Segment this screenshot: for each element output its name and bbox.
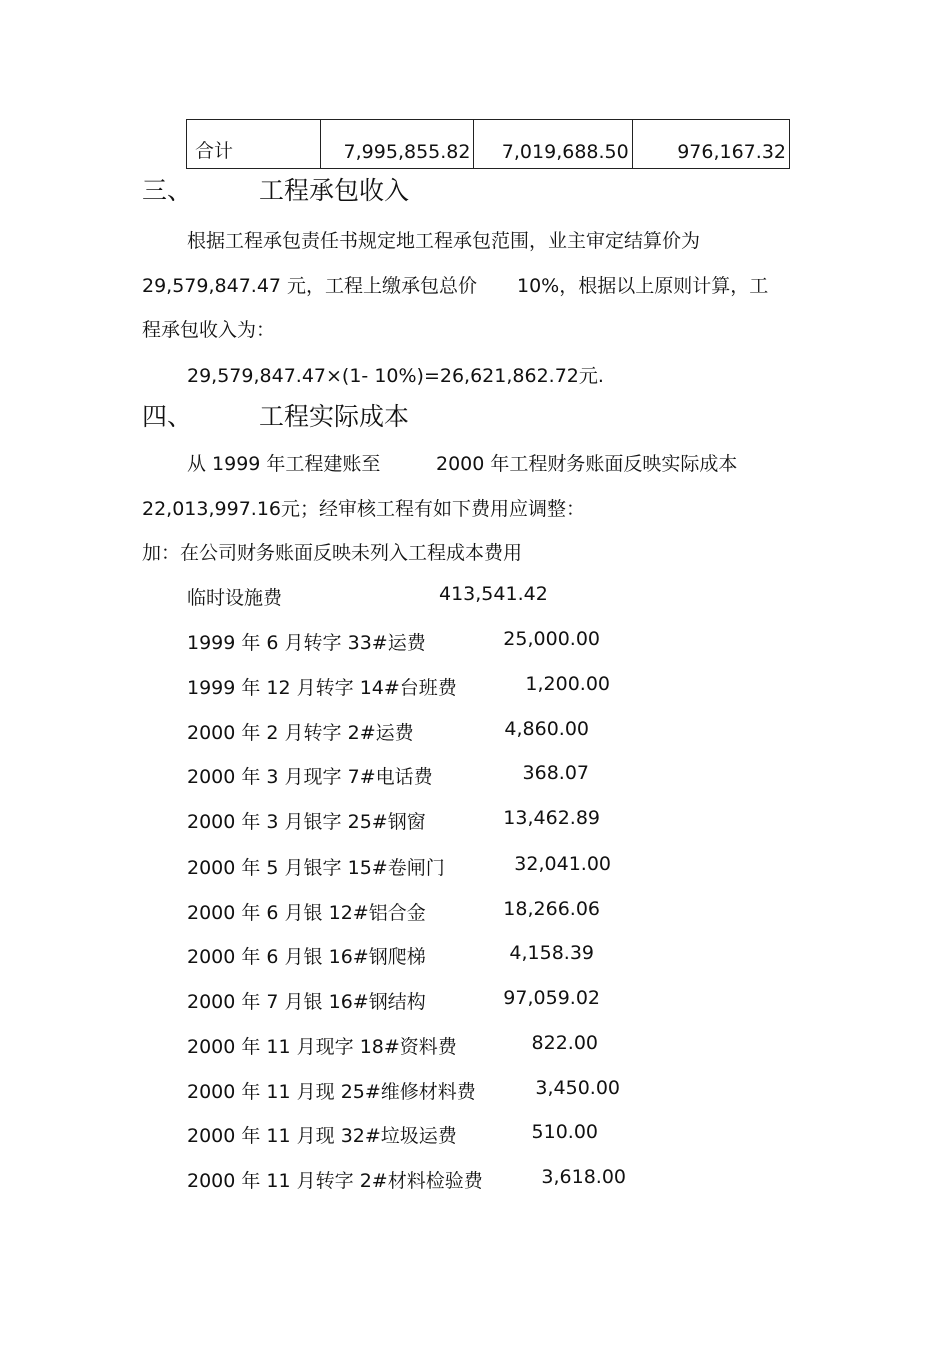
section4-title: 工程实际成本 — [259, 402, 410, 431]
item-label: 2000 年 11 月现 32#垃圾运费 — [187, 1125, 457, 1147]
item-amount: 3,618.00 — [541, 1166, 626, 1188]
list-item — [187, 987, 687, 1011]
list-item — [187, 898, 687, 922]
item-amount: 25,000.00 — [503, 628, 600, 650]
list-item — [187, 673, 687, 697]
section3-line3: 程承包收入为： — [142, 319, 276, 341]
section4-line2: 22,013,997.16元；经审核工程有如下费用应调整： — [142, 498, 586, 520]
item-amount: 822.00 — [531, 1032, 598, 1054]
item-amount: 4,860.00 — [504, 718, 589, 740]
section3-number: 三、 — [142, 176, 193, 205]
list-item — [187, 807, 687, 831]
item-amount: 13,462.89 — [503, 807, 600, 829]
section3-title: 工程承包收入 — [259, 176, 410, 205]
item-amount: 18,266.06 — [503, 898, 600, 920]
item-label: 1999 年 6 月转字 33#运费 — [187, 632, 426, 654]
section4-line1a: 从 1999 年工程建账至 — [187, 453, 381, 475]
item-label: 2000 年 7 月银 16#钢结构 — [187, 991, 426, 1013]
item-amount: 368.07 — [522, 762, 589, 784]
list-item — [187, 1166, 687, 1190]
item-label: 2000 年 11 月现 25#维修材料费 — [187, 1081, 476, 1103]
item-label: 1999 年 12 月转字 14#台班费 — [187, 677, 457, 699]
totals-col3: 976,167.32 — [632, 120, 789, 169]
list-item — [187, 1121, 687, 1145]
item-label: 2000 年 6 月银 16#钢爬梯 — [187, 946, 426, 968]
totals-label: 合计 — [187, 120, 321, 169]
section4-number: 四、 — [142, 402, 193, 431]
section4-add-line: 加：在公司财务账面反映未列入工程成本费用 — [142, 542, 523, 564]
section3-line1: 根据工程承包责任书规定地工程承包范围，业主审定结算价为 — [187, 230, 701, 252]
list-item — [187, 1077, 687, 1101]
section3-formula: 29,579,847.47×(1- 10%)=26,621,862.72元. — [187, 365, 604, 387]
list-item — [187, 583, 687, 607]
item-label: 2000 年 3 月银字 25#钢窗 — [187, 811, 426, 833]
section4-heading — [142, 397, 409, 433]
list-item — [187, 942, 687, 966]
item-label: 2000 年 2 月转字 2#运费 — [187, 722, 414, 744]
item-amount: 413,541.42 — [439, 583, 548, 605]
section3-line2a: 29,579,847.47 元，工程上缴承包总价 — [142, 275, 478, 297]
item-label: 2000 年 11 月转字 2#材料检验费 — [187, 1170, 483, 1192]
item-amount: 3,450.00 — [535, 1077, 620, 1099]
section3-line2b: 10%，根据以上原则计算，工 — [517, 275, 769, 297]
item-label: 2000 年 6 月银 12#铝合金 — [187, 902, 426, 924]
item-amount: 97,059.02 — [503, 987, 600, 1009]
item-amount: 4,158.39 — [509, 942, 594, 964]
item-label: 临时设施费 — [187, 587, 283, 609]
totals-row — [187, 120, 790, 169]
item-amount: 510.00 — [531, 1121, 598, 1143]
item-label: 2000 年 3 月现字 7#电话费 — [187, 766, 433, 788]
totals-col1: 7,995,855.82 — [321, 120, 474, 169]
section3-heading — [142, 171, 409, 207]
list-item — [187, 853, 687, 877]
list-item — [187, 1032, 687, 1056]
section4-line1b: 2000 年工程财务账面反映实际成本 — [436, 453, 738, 475]
totals-table — [186, 119, 790, 169]
item-amount: 32,041.00 — [514, 853, 611, 875]
list-item — [187, 718, 687, 742]
item-label: 2000 年 5 月银字 15#卷闸门 — [187, 857, 445, 879]
totals-col2: 7,019,688.50 — [474, 120, 632, 169]
list-item — [187, 762, 687, 786]
list-item — [187, 628, 687, 652]
item-label: 2000 年 11 月现字 18#资料费 — [187, 1036, 457, 1058]
item-amount: 1,200.00 — [525, 673, 610, 695]
